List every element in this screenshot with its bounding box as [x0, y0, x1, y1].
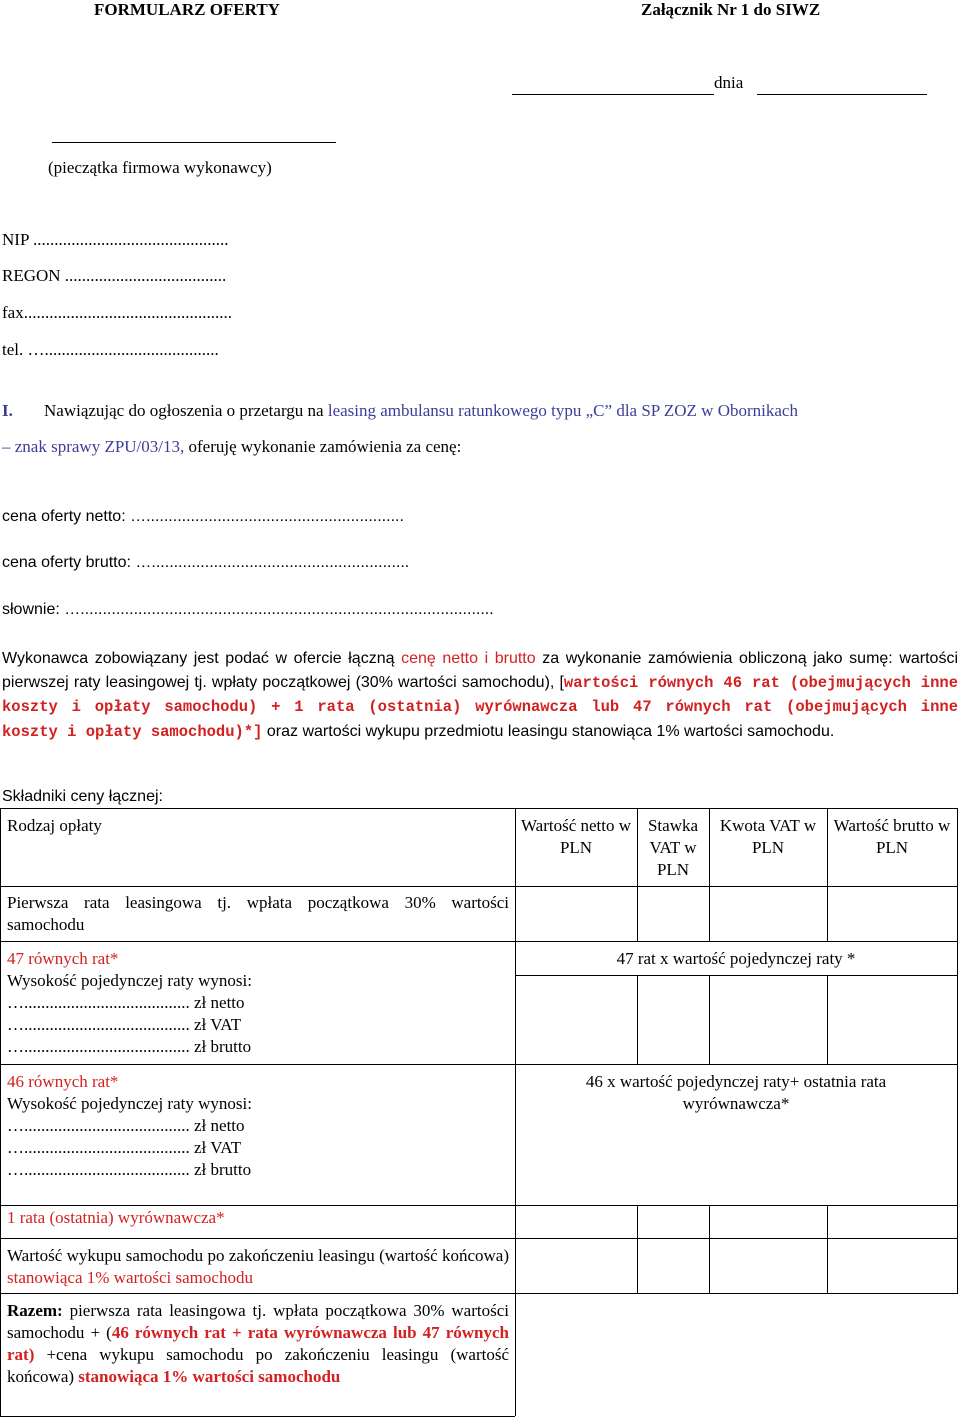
regon-field: REGON ......................................	[2, 266, 227, 285]
row-total-text-2: +cena wykupu samochodu po zakończeniu leasingu (wartość końcowa)	[7, 1345, 509, 1386]
table-border	[0, 1293, 958, 1294]
row-47-installments	[7, 948, 512, 1058]
table-border	[709, 975, 710, 1064]
instruction-text-3: oraz wartości wykupu przedmiotu leasingu stanowiąca 1% wartości samochodu.	[262, 722, 835, 740]
price-words: słownie: ….............................................................................................	[2, 601, 494, 618]
date-line	[757, 94, 927, 95]
price-brutto: cena oferty brutto: …..........................................................	[2, 554, 410, 571]
table-border	[0, 808, 1, 1416]
intro-text: Nawiązując do ogłoszenia o przetargu na	[44, 401, 328, 420]
table-border	[0, 808, 958, 809]
date-place-line	[512, 94, 714, 95]
row-first-installment: Pierwsza rata leasingowa tj. wpłata początkowa 30% wartości samochodu	[7, 893, 509, 934]
table-border	[515, 808, 516, 1416]
intro-line1	[44, 401, 958, 421]
row-46-vat: …....................................... zł VAT	[7, 1138, 242, 1157]
instruction-text-2: za wykonanie zamówienia obliczoną jako sumę: wartości pierwszej raty leasingowej tj. wpłaty początkowej (30% wartości samochodu), [	[2, 650, 959, 691]
intro-line2	[2, 437, 461, 457]
table-border	[709, 808, 710, 941]
table-border	[709, 1205, 710, 1293]
case-number: – znak sprawy ZPU/03/13,	[2, 437, 185, 456]
attachment-label: Załącznik Nr 1 do SIWZ	[641, 0, 821, 19]
table-border	[637, 1205, 638, 1293]
row-47-title: 47 równych rat*	[7, 949, 119, 968]
tel-field: tel. ….........................................	[2, 340, 219, 359]
row-buyout-text: Wartość wykupu samochodu po zakończeniu leasingu (wartość końcowa)	[7, 1246, 509, 1265]
row-46-title: 46 równych rat*	[7, 1072, 119, 1091]
table-border	[637, 808, 638, 941]
table-border	[827, 975, 828, 1064]
table-border	[957, 808, 958, 1293]
row-47-line: Wysokość pojedynczej raty wynosi:	[7, 971, 252, 990]
row-total-red-2: stanowiąca 1% wartości samochodu	[78, 1367, 341, 1386]
intro-highlight: leasing ambulansu ratunkowego typu „C” dla SP ZOZ w Obornikach	[327, 401, 798, 420]
row-total-label: Razem:	[7, 1301, 63, 1320]
price-netto: cena oferty netto: …..........................................................	[2, 508, 404, 525]
table-border	[0, 1064, 515, 1065]
row-buyout-red: stanowiąca 1% wartości samochodu	[7, 1268, 253, 1287]
table-border	[0, 1205, 958, 1206]
instruction-red-2: wartości równych 46 rat (obejmujących inne koszty i opłaty samochodu) + 1 rata (ostatnia) wyrównawcza lub 47 równych rat (obejmujących inne koszty i opłaty samochodu)*]	[2, 673, 958, 741]
table-border	[515, 1064, 958, 1065]
table-border	[0, 941, 958, 942]
header-fee-type: Rodzaj opłaty	[7, 816, 102, 835]
row-47-brutto: …....................................... zł brutto	[7, 1037, 252, 1056]
intro-rest: oferuję wykonanie zamówienia za cenę:	[184, 437, 462, 456]
row-46-netto: …....................................... zł netto	[7, 1116, 245, 1135]
instruction-text-1: Wykonawca zobowiązany jest podać w ofercie łączną	[2, 650, 402, 667]
form-title: FORMULARZ OFERTY	[94, 0, 280, 19]
row-buyout	[7, 1245, 509, 1289]
fax-field: fax.................................................	[2, 303, 232, 322]
nip-field: NIP ..............................................	[2, 230, 229, 249]
row-47-note: 47 rat x wartość pojedynczej raty *	[616, 949, 856, 968]
table-border	[0, 1238, 958, 1239]
table-border	[827, 1205, 828, 1293]
stamp-label: (pieczątka firmowa wykonawcy)	[48, 158, 272, 177]
instruction-paragraph	[2, 647, 958, 744]
table-caption: Składniki ceny łącznej:	[2, 788, 163, 805]
row-46-brutto: …....................................... zł brutto	[7, 1160, 252, 1179]
row-total	[7, 1300, 509, 1388]
row-46-installments	[7, 1071, 512, 1181]
row-total-text-1: pierwsza rata leasingowa tj. wpłata początkowa 30% wartości samochodu + (	[7, 1301, 509, 1342]
table-border	[827, 808, 828, 941]
table-border	[0, 886, 958, 887]
row-47-vat: …....................................... zł VAT	[7, 1015, 242, 1034]
row-47-netto: …....................................... zł netto	[7, 993, 245, 1012]
row-final-installment: 1 rata (ostatnia) wyrównawcza*	[7, 1208, 225, 1227]
stamp-line	[52, 142, 336, 143]
header-vat-rate: Stawka VAT w PLN	[647, 816, 699, 879]
table-border	[515, 975, 958, 976]
header-brutto: Wartość brutto w PLN	[833, 816, 951, 857]
section-number: I.	[2, 401, 13, 420]
date-label: dnia	[714, 73, 744, 92]
row-46-line: Wysokość pojedynczej raty wynosi:	[7, 1094, 252, 1113]
header-netto: Wartość netto w PLN	[520, 816, 632, 857]
row-46-note: 46 x wartość pojedynczej raty+ ostatnia rata wyrównawcza*	[585, 1072, 887, 1113]
header-vat-amount: Kwota VAT w PLN	[719, 816, 817, 857]
row-total-red-1: 46 równych rat + rata wyrównawcza lub 47 równych rat)	[7, 1323, 509, 1364]
table-border	[0, 1416, 515, 1417]
instruction-red-1: cenę netto i brutto	[401, 650, 536, 667]
table-border	[637, 975, 638, 1064]
